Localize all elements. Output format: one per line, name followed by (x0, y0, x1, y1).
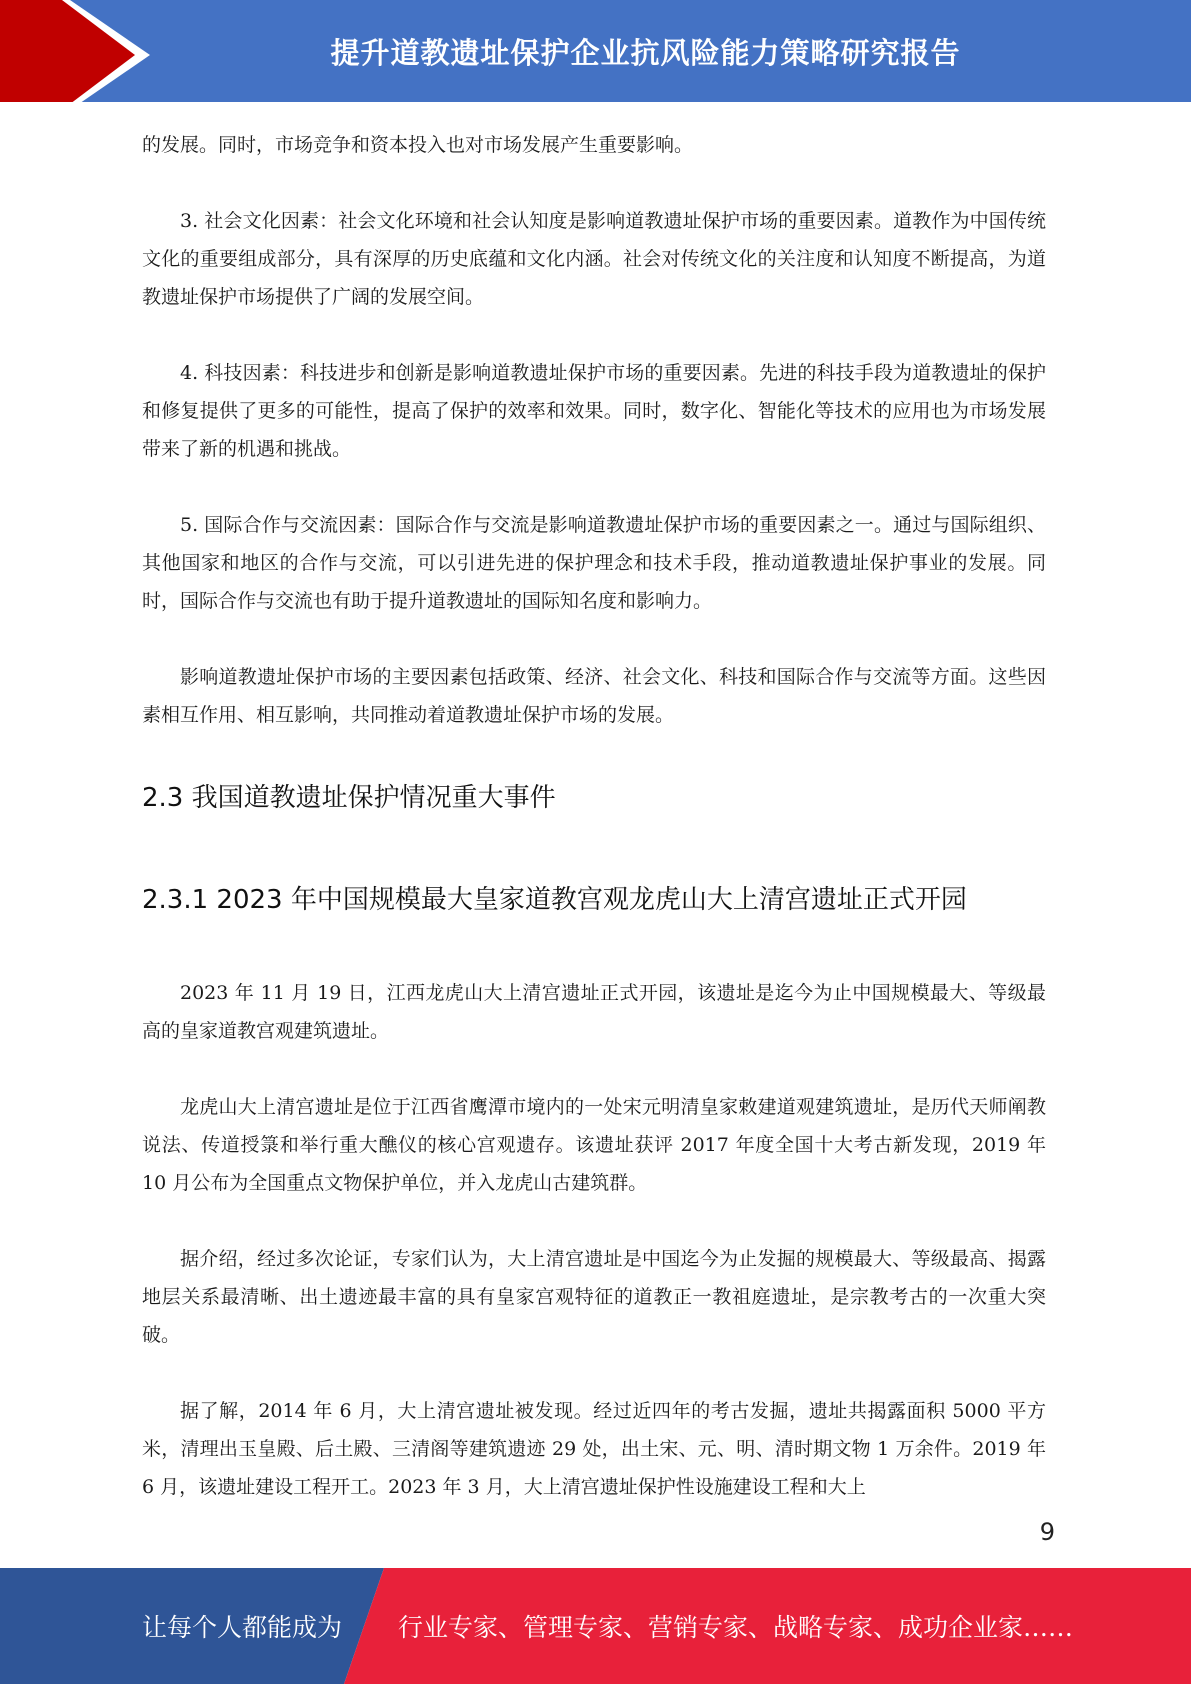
paragraph-technology: 4. 科技因素：科技进步和创新是影响道教遗址保护市场的重要因素。先进的科技手段为道教遗址的保护和修复提供了更多的可能性，提高了保护的效率和效果。同时，数字化、智能化等技术的应用也为市场发展带来了新的机遇和挑战。 (142, 362, 1046, 460)
page-number: 9 (1039, 1518, 1055, 1546)
page-footer (0, 1568, 1191, 1684)
report-title: 提升道教遗址保护企业抗风险能力策略研究报告 (330, 35, 961, 70)
page-content (142, 126, 1046, 1506)
paragraph-opening: 2023 年 11 月 19 日，江西龙虎山大上清宫遗址正式开园，该遗址是迄今为止中国规模最大、等级最高的皇家道教宫观建筑遗址。 (142, 982, 1046, 1042)
paragraph-expert-opinion: 据介绍，经过多次论证，专家们认为，大上清宫遗址是中国迄今为止发掘的规模最大、等级最高、揭露地层关系最清晰、出土遗迹最丰富的具有皇家宫观特征的道教正一教祖庭遗址，是宗教考古的一次重大突破。 (142, 1248, 1046, 1346)
paragraph-discovery-history: 据了解，2014 年 6 月，大上清宫遗址被发现。经过近四年的考古发掘，遗址共揭露面积 5000 平方米，清理出玉皇殿、后土殿、三清阁等建筑遗迹 29 处，出土宋、元、明、清时期文物 1 万余件。2019 年 6 月，该遗址建设工程开工。2023 年 3 月，大上清宫遗址保护性设施建设工程和大上 (142, 1400, 1046, 1498)
paragraph-social-culture: 3. 社会文化因素：社会文化环境和社会认知度是影响道教遗址保护市场的重要因素。道教作为中国传统文化的重要组成部分，具有深厚的历史底蕴和文化内涵。社会对传统文化的关注度和认知度不断提高，为道教遗址保护市场提供了广阔的发展空间。 (142, 210, 1046, 308)
section-heading: 2.3 我国道教遗址保护情况重大事件 (142, 783, 556, 813)
subsection-heading: 2.3.1 2023 年中国规模最大皇家道教宫观龙虎山大上清宫遗址正式开园 (142, 885, 967, 915)
footer-slogan-left: 让每个人都能成为 (142, 1613, 343, 1642)
paragraph-international: 5. 国际合作与交流因素：国际合作与交流是影响道教遗址保护市场的重要因素之一。通过与国际组织、其他国家和地区的合作与交流，可以引进先进的保护理念和技术手段，推动道教遗址保护事业的发展。同时，国际合作与交流也有助于提升道教遗址的国际知名度和影响力。 (142, 514, 1046, 612)
paragraph-summary: 影响道教遗址保护市场的主要因素包括政策、经济、社会文化、科技和国际合作与交流等方面。这些因素相互作用、相互影响，共同推动着道教遗址保护市场的发展。 (142, 666, 1046, 726)
paragraph-site-description: 龙虎山大上清宫遗址是位于江西省鹰潭市境内的一处宋元明清皇家敕建道观建筑遗址，是历代天师阐教说法、传道授箓和举行重大醮仪的核心宫观遗存。该遗址获评 2017 年度全国十大考古新发现，2019 年 10 月公布为全国重点文物保护单位，并入龙虎山古建筑群。 (142, 1096, 1046, 1194)
page-header (0, 0, 1191, 110)
footer-slogan-right: 行业专家、管理专家、营销专家、战略专家、成功企业家…… (398, 1613, 1074, 1642)
paragraph-continued: 的发展。同时，市场竞争和资本投入也对市场发展产生重要影响。 (142, 134, 694, 156)
